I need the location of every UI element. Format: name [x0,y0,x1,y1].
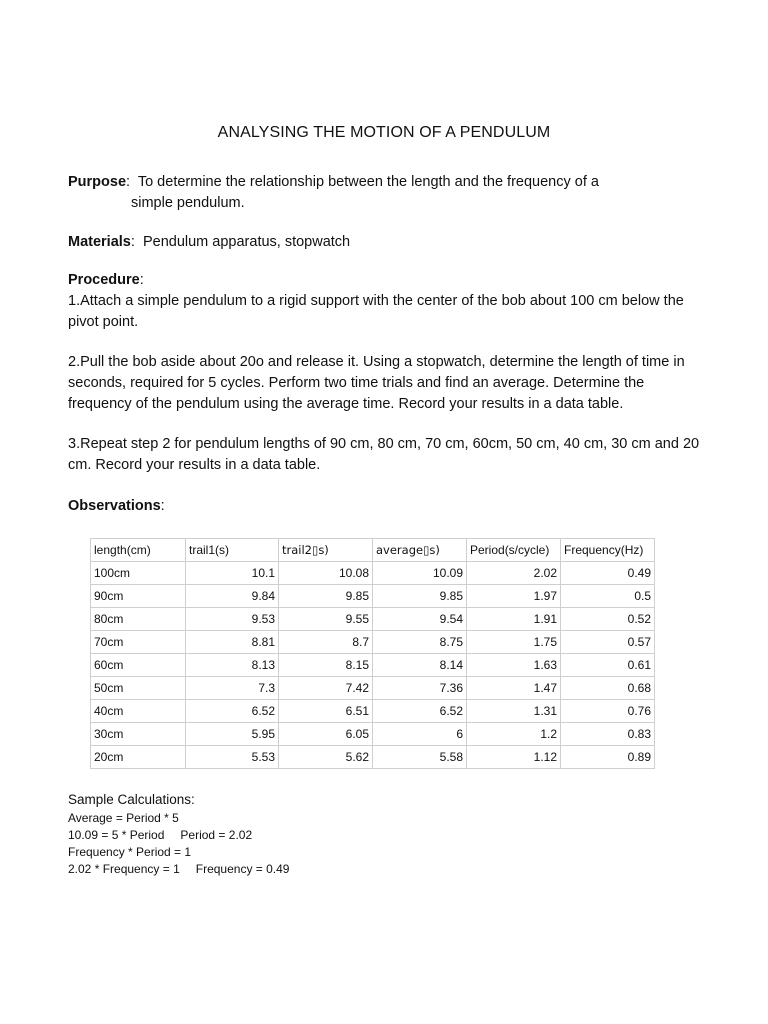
cell-period: 1.12 [467,746,561,769]
procedure-step-2: 2.Pull the bob aside about 20o and release it. Using a stopwatch, determine the length of time in seconds, required for 5 cycles. Perform two time trials and find an average. Determine the frequency of the pendulum using the average time. Record your results in a data table. [68,354,685,412]
cell-trial2: 8.15 [279,654,373,677]
cell-frequency: 0.5 [561,585,655,608]
cell-length: 50cm [91,677,186,700]
observations-heading: Observations: [68,498,165,514]
cell-average: 6.52 [373,700,467,723]
cell-frequency: 0.57 [561,631,655,654]
materials-label: Materials [68,234,131,250]
cell-length: 30cm [91,723,186,746]
cell-average: 8.14 [373,654,467,677]
cell-trial2: 6.05 [279,723,373,746]
table-row [91,608,655,631]
cell-average: 5.58 [373,746,467,769]
cell-length: 70cm [91,631,186,654]
cell-length: 90cm [91,585,186,608]
cell-length: 40cm [91,700,186,723]
cell-period: 1.75 [467,631,561,654]
cell-trial2: 8.7 [279,631,373,654]
table-header-row [91,539,655,562]
cell-length: 80cm [91,608,186,631]
cell-average: 9.54 [373,608,467,631]
calculations-lines [68,810,289,878]
cell-average: 6 [373,723,467,746]
procedure-heading: Procedure: [68,272,144,288]
header-length: length(cm) [91,539,186,562]
cell-period: 1.63 [467,654,561,677]
table-row [91,631,655,654]
cell-frequency: 0.52 [561,608,655,631]
cell-trial2: 7.42 [279,677,373,700]
calc-line-2 [68,827,289,844]
header-trial2: trail2▯s) [279,539,373,562]
page-title: ANALYSING THE MOTION OF A PENDULUM [217,124,551,141]
cell-trial2: 9.55 [279,608,373,631]
table-row [91,585,655,608]
cell-period: 2.02 [467,562,561,585]
cell-trial1: 9.84 [186,585,279,608]
header-trial1: trail1(s) [186,539,279,562]
cell-period: 1.97 [467,585,561,608]
header-frequency: Frequency(Hz) [561,539,655,562]
procedure-step-1: 1.Attach a simple pendulum to a rigid support with the center of the bob about 100 cm below the pivot point. [68,293,684,330]
calc-line-4 [68,861,289,878]
table-row [91,677,655,700]
cell-frequency: 0.49 [561,562,655,585]
cell-trial2: 6.51 [279,700,373,723]
purpose-line: Purpose: To determine the relationship between the length and the frequency of a [68,174,599,190]
procedure-step-3: 3.Repeat step 2 for pendulum lengths of 90 cm, 80 cm, 70 cm, 60cm, 50 cm, 40 cm, 30 cm and 20 cm. Record your results in a data table. [68,436,700,473]
purpose-text-2: simple pendulum. [131,195,245,211]
header-average: average▯s) [373,539,467,562]
calc-line-2b: Period = 2.02 [180,828,253,842]
cell-frequency: 0.68 [561,677,655,700]
cell-length: 100cm [91,562,186,585]
purpose-section [68,172,700,214]
procedure-label: Procedure [68,272,140,288]
cell-frequency: 0.61 [561,654,655,677]
cell-period: 1.31 [467,700,561,723]
table-row [91,654,655,677]
cell-period: 1.47 [467,677,561,700]
table-row [91,746,655,769]
materials-section: Materials: Pendulum apparatus, stopwatch [68,234,351,250]
cell-trial1: 8.13 [186,654,279,677]
cell-trial1: 5.95 [186,723,279,746]
cell-frequency: 0.83 [561,723,655,746]
calc-line-4b: Frequency = 0.49 [195,862,290,876]
cell-average: 8.75 [373,631,467,654]
header-period: Period(s/cycle) [467,539,561,562]
cell-trial1: 6.52 [186,700,279,723]
cell-frequency: 0.76 [561,700,655,723]
cell-trial1: 5.53 [186,746,279,769]
cell-trial2: 10.08 [279,562,373,585]
cell-average: 10.09 [373,562,467,585]
calc-line-1: Average = Period * 5 [68,811,179,825]
cell-length: 20cm [91,746,186,769]
materials-text: Pendulum apparatus, stopwatch [142,234,351,250]
cell-trial1: 8.81 [186,631,279,654]
calculations-heading: Sample Calculations: [68,792,195,807]
cell-trial2: 9.85 [279,585,373,608]
table-row [91,562,655,585]
calc-line-4a: 2.02 * Frequency = 1 [68,862,180,876]
purpose-label: Purpose [68,174,127,190]
purpose-text-1: To determine the relationship between the length and the frequency of a [137,174,599,190]
table-row [91,700,655,723]
calc-line-3: Frequency * Period = 1 [68,845,192,859]
observations-label: Observations [68,498,161,514]
cell-trial1: 9.53 [186,608,279,631]
data-table [90,538,655,769]
cell-average: 9.85 [373,585,467,608]
cell-period: 1.91 [467,608,561,631]
cell-trial1: 7.3 [186,677,279,700]
cell-period: 1.2 [467,723,561,746]
cell-trial1: 10.1 [186,562,279,585]
cell-trial2: 5.62 [279,746,373,769]
cell-length: 60cm [91,654,186,677]
table-row [91,723,655,746]
calc-line-2a: 10.09 = 5 * Period [68,828,165,842]
cell-frequency: 0.89 [561,746,655,769]
cell-average: 7.36 [373,677,467,700]
